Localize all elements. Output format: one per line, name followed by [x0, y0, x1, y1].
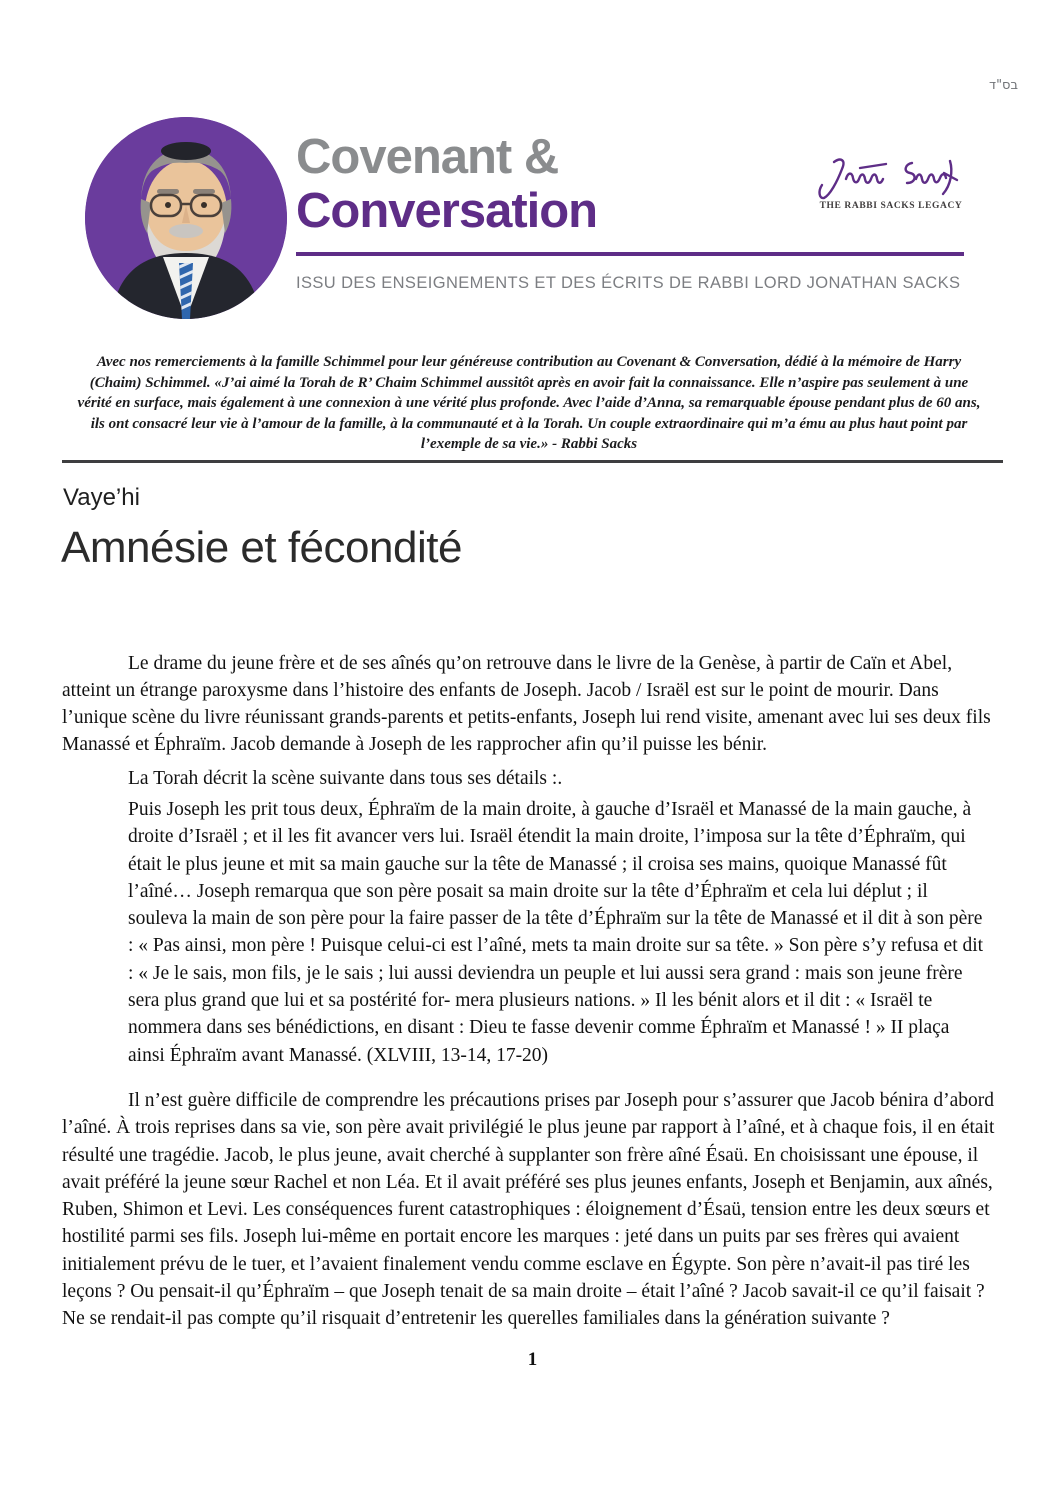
legacy-label: THE RABBI SACKS LEGACY	[819, 201, 963, 211]
paragraph-2: La Torah décrit la scène suivante dans tous ses détails :.	[128, 767, 563, 789]
rabbi-sacks-photo	[85, 117, 287, 319]
parsha-heading: Vaye’hi	[63, 483, 140, 511]
rabbi-sacks-legacy-logo	[813, 156, 969, 211]
section-divider	[62, 460, 1003, 463]
brand-title-line2: Conversation	[296, 184, 598, 238]
torah-quote: Puis Joseph les prit tous deux, Éphraïm de la main droite, à gauche d’Israël et Manassé de la main gauche, à droite d’Israël ; et il les fit avancer vers lui. Israël étendit la main droite, l’imposa sur la tête d’Éphraïm, qui était le plus jeune et mit sa main gauche sur la tête de Manassé ; il croisa ses mains, quoique Manassé fût l’aîné… Joseph remarqua que son père posait sa main droite sur la tête d’Éphraïm et cela lui déplut ; il souleva la main de son père pour la faire passer de la tête d’Éphraïm sur la tête de Manassé et il dit à son père : « Pas ainsi, mon père ! Puisque celui-ci est l’aîné, mets ta main droite sur sa tête. » Son père s’y refusa et dit : « Je le sais, mon fils, je le sais ; lui aussi deviendra un peuple et lui aussi sera grand : mais son jeune frère sera plus grand que lui et sa postérité for- mera plusieurs nations. » Il les bénit alors et il dit : « Israël te nommera dans ses bénédictions, en disant : Dieu te fasse devenir comme Éphraïm et Manassé ! » II plaça ainsi Éphraïm avant Manassé. (XLVIII, 13-14, 17-20)	[128, 798, 984, 1066]
paragraph-1: Le drame du jeune frère et de ses aînés qu’on retrouve dans le livre de la Genèse, à partir de Caïn et Abel, atteint un étrange paroxysme dans l’histoire des enfants de Joseph. Jacob / Israël est sur le point de mourir. Dans l’unique scène du livre réunissant grands-parents et petits-enfants, Joseph lui rend visite, amenant avec lui ses deux fils Manassé et Éphraïm. Jacob demande à Joseph de les rapprocher afin qu’il puisse les bénir.	[62, 652, 991, 756]
bsd-mark: בס"ד	[988, 78, 1018, 93]
signature-icon	[816, 156, 966, 200]
article-title: Amnésie et fécondité	[61, 522, 462, 572]
page-number: 1	[527, 1348, 538, 1370]
brand-subtitle: ISSU DES ENSEIGNEMENTS ET DES ÉCRITS DE RABBI LORD JONATHAN SACKS	[296, 274, 961, 292]
paragraph-3: Il n’est guère difficile de comprendre les précautions prises par Joseph pour s’assurer que Jacob bénira d’abord l’aîné. À trois reprises dans sa vie, son père avait privilégié le plus jeune par rapport à l’aîné, et à chaque fois, il en était résulté une tragédie. Jacob, le plus jeune, avait cherché à supplanter son frère aîné Ésaü. En choisissant une épouse, il avait préféré la jeune sœur Rachel et non Léa. Et il avait préféré ses plus jeunes enfants, Joseph et Benjamin, aux aînés, Ruben, Shimon et Levi. Les conséquences furent catastrophiques : éloignement d’Ésaü, tension entre les deux sœurs et hostilité parmi ses fils. Joseph lui-même en portait encore les marques : jeté dans un puits par ses frères qui avaient initialement prévu de le tuer, et l’avaient finalement vendu comme esclave en Égypte. Son père n’avait-il pas tiré les leçons ? Ou pensait-il qu’Éphraïm – que Joseph tenait de sa main droite – était l’aîné ? Jacob savait-il ce qu’il faisait ? Ne se rendait-il pas compte qu’il risquait d’entretenir les querelles familiales dans la génération suivante ?	[62, 1089, 995, 1330]
portrait-illustration	[85, 117, 287, 319]
brand-rule	[296, 252, 964, 256]
brand-title-line1: Covenant &	[296, 130, 559, 184]
brand-title	[296, 130, 597, 238]
dedication-paragraph: Avec nos remerciements à la famille Schimmel pour leur généreuse contribution au Covenant & Conversation, dédié à la mémoire de Harry (Chaim) Schimmel. «J’ai aimé la Torah de R’ Chaim Schimmel aussitôt après en avoir fait la connaissance. Elle n’aspire pas seulement à une vérité en surface, mais également à une connexion à une vérité plus profonde. Avec l’aide d’Anna, sa remarquable épouse pendant plus de 60 ans, ils ont consacré leur vie à l’amour de la famille, à la communauté et à la Torah. Un couple extraordinaire qui m’a ému au plus haut point par l’exemple de sa vie.» - Rabbi Sacks	[77, 354, 981, 452]
